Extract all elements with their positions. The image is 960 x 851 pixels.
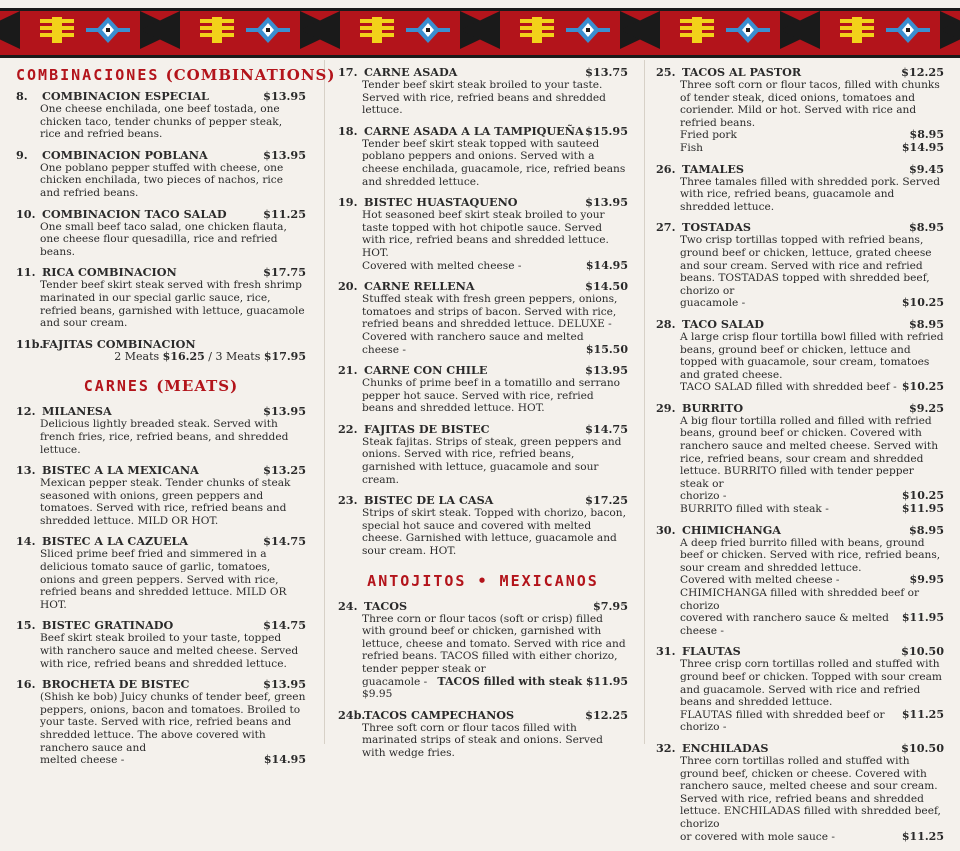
item-description: Tender beef skirt steak served with fresh shrimp marinated in our special garlic sauce, rice, refried beans, garnished with lettuce, guacamole and sour cream. [40,279,305,330]
item-name: RICA COMBINACION [42,265,177,280]
item-number: 12. [16,404,36,419]
item-option: guacamole - $9.95 TACOS filled with steak $11.95 [362,674,628,701]
item-option: melted cheese - $14.95 [40,753,306,767]
menu-item [338,600,628,701]
item-number: 18. [338,123,358,138]
item-price: $8.95 [908,522,944,537]
item-description: Stuffed steak with fresh green peppers, onions, tomatoes and strips of bacon. Served with rice, refried beans and shredded lettuce. DELUXE - Covered with ranchero sauce and melted [362,293,618,343]
item-number: 25. [656,65,676,79]
item-name: CHIMICHANGA [682,522,781,537]
item-description: Sliced prime beef fried and simmered in a delicious tomato sauce of garlic, tomatoes, onions and green peppers. Served with rice, refried beans and shredded lettuce. MILD OR HOT. [40,548,287,611]
item-price: $10.50 [901,740,944,755]
menu-item [16,464,306,527]
item-number: 28. [656,316,676,331]
item-number: 16. [16,677,36,692]
item-description: (Shish ke bob) Juicy chunks of tender beef, green peppers, onions, bacon and tomatoes. Broiled to your taste. Served with rice, refried beans and shredded lettuce. The above covered with ranchero sauce and [40,691,306,754]
fajitas-prices: 2 Meats $16.25 / 3 Meats $17.95 [114,349,306,363]
item-description: Beef skirt steak broiled to your taste, topped with ranchero sauce and melted cheese. Served with rice, refried beans and shredded lettuce. [40,632,299,670]
item-option: covered with ranchero sauce & melted cheese - $11.95 [680,611,944,637]
item-number: 17. [338,65,358,79]
item-number: 11. [16,265,36,280]
item-option: Fish $14.95 [680,140,944,154]
item-name: BISTEC DE LA CASA [364,493,494,508]
item-description: Steak fajitas. Strips of steak, green peppers and onions. Served with rice, refried beans, garnished with lettuce, guacamole and sour cream. [362,435,622,486]
panel-fold [644,60,645,744]
item-number: 8. [16,89,28,103]
menu-column-2 [338,66,628,768]
item-price: $14.75 [585,421,628,436]
item-number: 9. [16,147,28,162]
menu-item [656,221,944,310]
item-name: TAMALES [682,161,744,176]
item-description: CHIMICHANGA filled with shredded beef or chorizo [680,587,920,612]
item-price: $14.50 [585,279,628,294]
item-number: 23. [338,493,358,508]
menu-item [16,208,306,259]
item-name: COMBINACION POBLANA [42,147,208,162]
item-number: 29. [656,400,676,415]
item-number: 14. [16,534,36,549]
menu-column-1 [16,66,336,775]
item-price: $13.75 [585,65,628,79]
item-name: TOSTADAS [682,220,752,235]
item-number: 13. [16,463,36,478]
menu-column-3 [656,66,944,851]
section-title-antojitos: ANTOJITOS • MEXICANOS [367,571,599,590]
item-name: TACOS [364,598,408,613]
item-name: ENCHILADAS [682,740,769,755]
item-description: A deep fried burrito filled with beans, ground beef or chicken. Served with rice, refried beans, sour cream and shredded lettuce. [680,536,941,574]
item-price: $11.25 [263,206,306,221]
menu-item [656,163,944,214]
banner-stripe [52,17,62,43]
menu-item [338,196,628,272]
menu-item [338,125,628,188]
banner-dot [586,28,590,32]
item-name: TACOS CAMPECHANOS [364,707,515,722]
item-number: 24. [338,598,358,613]
item-description: Two crisp tortillas topped with refried beans, ground beef or chicken, lettuce, grated cheese and sour cream. Served with rice and refried beans. TOSTADAS topped with shredded beef, chorizo or [680,234,932,297]
item-number: 26. [656,161,676,176]
item-price: $13.95 [585,363,628,378]
item-number: 27. [656,220,676,235]
banner-dot [746,28,750,32]
item-name: FAJITAS DE BISTEC [364,421,490,436]
menu-item [338,364,628,415]
item-description: Chunks of prime beef in a tomatillo and serrano pepper hot sauce. Served with rice, refried beans and shredded lettuce. HOT. [362,377,621,415]
item-option: Fried pork $8.95 [680,128,944,142]
item-name: BISTEC GRATINADO [42,618,174,633]
item-price: $8.95 [908,220,944,235]
menu-item [656,402,944,516]
item-option: TACO SALAD filled with shredded beef - $10.25 [680,380,944,394]
banner-stripe [852,17,862,43]
banner-dot [426,28,430,32]
item-description: A big flour tortilla rolled and filled with refried beans, ground beef or chicken. Covered with ranchero sauce and melted cheese. Served with rice, refried beans, sour cream and shredded lettuce. BURRITO filled with tender pepper steak or [680,414,939,490]
item-price: $13.25 [263,463,306,478]
decorative-banner [0,8,960,58]
item-number: 32. [656,740,676,755]
item-description: One cheese enchilada, one beef tostada, one chicken taco, tender chunks of pepper steak, rice and refried beans. [40,103,283,141]
item-option: Covered with melted cheese - $9.95 [680,573,944,587]
menu-item [16,619,306,670]
item-number: 31. [656,644,676,659]
banner-arrow [0,11,20,49]
item-option: chorizo - $10.25 [680,489,944,503]
banner-stripe [532,17,542,43]
item-description: One poblano pepper stuffed with cheese, one chicken enchilada, two pieces of nachos, rice and refried beans. [40,161,284,199]
item-name: COMBINACION ESPECIAL [42,89,209,103]
menu-item [656,66,944,155]
item-name: MILANESA [42,404,112,419]
item-option: Covered with melted cheese - $14.95 [362,258,628,272]
menu-item [656,318,944,394]
item-option: or covered with mole sauce - $11.25 [680,829,944,843]
banner-stripe [212,17,222,43]
menu-item [338,423,628,486]
item-number: 22. [338,421,358,436]
item-description: One small beef taco salad, one chicken flauta, one cheese flour quesadilla, rice and refried beans. [40,220,287,258]
item-price: $10.50 [901,644,944,659]
item-price: $14.75 [263,534,306,549]
item-name: CARNE ASADA [364,65,458,79]
item-price: $9.25 [908,400,944,415]
item-description: Three soft corn or flour tacos filled with marinated strips of steak and onions. Served with wedge fries. [362,721,603,759]
item-number: 19. [338,195,358,210]
item-name: BISTEC A LA MEXICANA [42,463,199,478]
section-title-combinaciones: COMBINACIONES (COMBINATIONS) [16,66,336,84]
panel-fold [324,60,325,744]
menu-item [656,742,944,843]
item-option: guacamole - $10.25 [680,296,944,310]
item-description: Hot seasoned beef skirt steak broiled to your taste topped with hot chipotle sauce. Served with rice, refried beans and shredded lettuce. HOT. [362,209,609,259]
item-price: $8.95 [908,316,944,331]
menu-item [338,709,628,760]
menu-item [656,645,944,734]
item-price: $13.95 [263,147,306,162]
menu-item [656,524,944,638]
item-price: $13.95 [585,195,628,210]
item-name: COMBINACION TACO SALAD [42,206,227,221]
item-price: $17.25 [585,493,628,508]
item-number: 20. [338,279,358,294]
menu-item [16,405,306,456]
menu-item [16,678,306,767]
item-name: CARNE RELLENA [364,279,475,294]
item-price: $15.95 [585,123,628,138]
menu-item: 11b. FAJITAS COMBINACION 2 Meats $16.25 / 3 Meats $17.95 [16,336,306,363]
item-option: cheese - $15.50 [362,342,628,356]
item-description: Three corn or flour tacos (soft or crisp) filled with ground beef or chicken, garnished with lettuce, cheese and tomato. Served with rice and refried beans. TACOS filled with either chorizo, tender pepper steak or [362,612,626,675]
item-price: $9.45 [908,161,944,176]
item-description: Delicious lightly breaded steak. Served with french fries, rice, refried beans, and shredded lettuce. [40,418,289,456]
item-description: Strips of skirt steak. Topped with chorizo, bacon, special hot sauce and covered with melted cheese. Garnished with lettuce, guacamole and sour cream. HOT. [362,507,626,558]
item-description: Tender beef skirt steak broiled to your taste. Served with rice, refried beans and shredded lettuce. [362,79,606,117]
item-description: A large crisp flour tortilla bowl filled with refried beans, ground beef or chicken, lettuce and topped with guacamole, sour cream, tomatoes and grated cheese. [680,330,944,381]
item-price: $13.95 [263,89,306,103]
menu-item [16,90,306,141]
menu-item [16,149,306,200]
menu-item [338,280,628,356]
menu-item [338,66,628,117]
banner-stripe [372,17,382,43]
menu-item [16,266,306,329]
item-name: CARNE CON CHILE [364,363,488,378]
item-description: Three tamales filled with shredded pork. Served with rice, refried beans, guacamole and shredded lettuce. [680,175,940,213]
item-name: TACOS AL PASTOR [682,65,802,79]
item-option: FLAUTAS filled with shredded beef or chorizo - $11.25 [680,707,944,734]
item-price: $12.25 [585,707,628,722]
item-name: BROCHETA DE BISTEC [42,677,190,692]
item-description: Mexican pepper steak. Tender chunks of steak seasoned with onions, green peppers and tomatoes. Served with rice, refried beans and shredded lettuce. MILD OR HOT. [40,477,291,527]
item-price: $17.75 [263,265,306,280]
banner-dot [106,28,110,32]
item-number: 15. [16,618,36,633]
item-name: BISTEC HUASTAQUENO [364,195,518,210]
banner-stripe [692,17,702,43]
banner-pattern [0,11,960,49]
section-title-carnes: CARNES (MEATS) [83,377,239,396]
item-description: Three corn tortillas rolled and stuffed with ground beef, chicken or cheese. Covered with ranchero sauce, melted cheese and sour cream. Served with rice, refried beans and shredded lettuce. ENCHILADAS filled with shredded beef, chorizo [680,754,941,830]
item-number: 21. [338,363,358,378]
item-price: $7.95 [592,598,628,613]
menu-item [16,535,306,611]
item-price: $14.75 [263,618,306,633]
item-price: $13.95 [263,677,306,692]
item-number: 30. [656,522,676,537]
menu-item [338,494,628,557]
item-description: Three crisp corn tortillas rolled and stuffed with ground beef or chicken. Topped with sour cream and guacamole. Served with rice and refried beans and shredded lettuce. [680,658,942,709]
item-name: TACO SALAD [682,316,764,331]
item-name: FLAUTAS [682,644,741,659]
item-name: CARNE ASADA A LA TAMPIQUEÑA [364,123,584,138]
banner-dot [906,28,910,32]
item-price: $12.25 [901,65,944,79]
item-description: Three soft corn or flour tacos, filled with chunks of tender steak, diced onions, tomatoes and coriender. Mild or hot. Served with rice and refried beans. [680,79,940,129]
item-price: $13.95 [263,404,306,419]
item-number: 10. [16,206,36,221]
item-number: 24b. [338,707,366,722]
item-name: BISTEC A LA CAZUELA [42,534,189,549]
item-option: BURRITO filled with steak - $11.95 [680,502,944,516]
banner-dot [266,28,270,32]
item-description: Tender beef skirt steak topped with sauteed poblano peppers and onions. Served with a cheese enchilada, guacamole, rice, refried beans and shredded lettuce. [362,137,626,188]
item-name: BURRITO [682,400,744,415]
